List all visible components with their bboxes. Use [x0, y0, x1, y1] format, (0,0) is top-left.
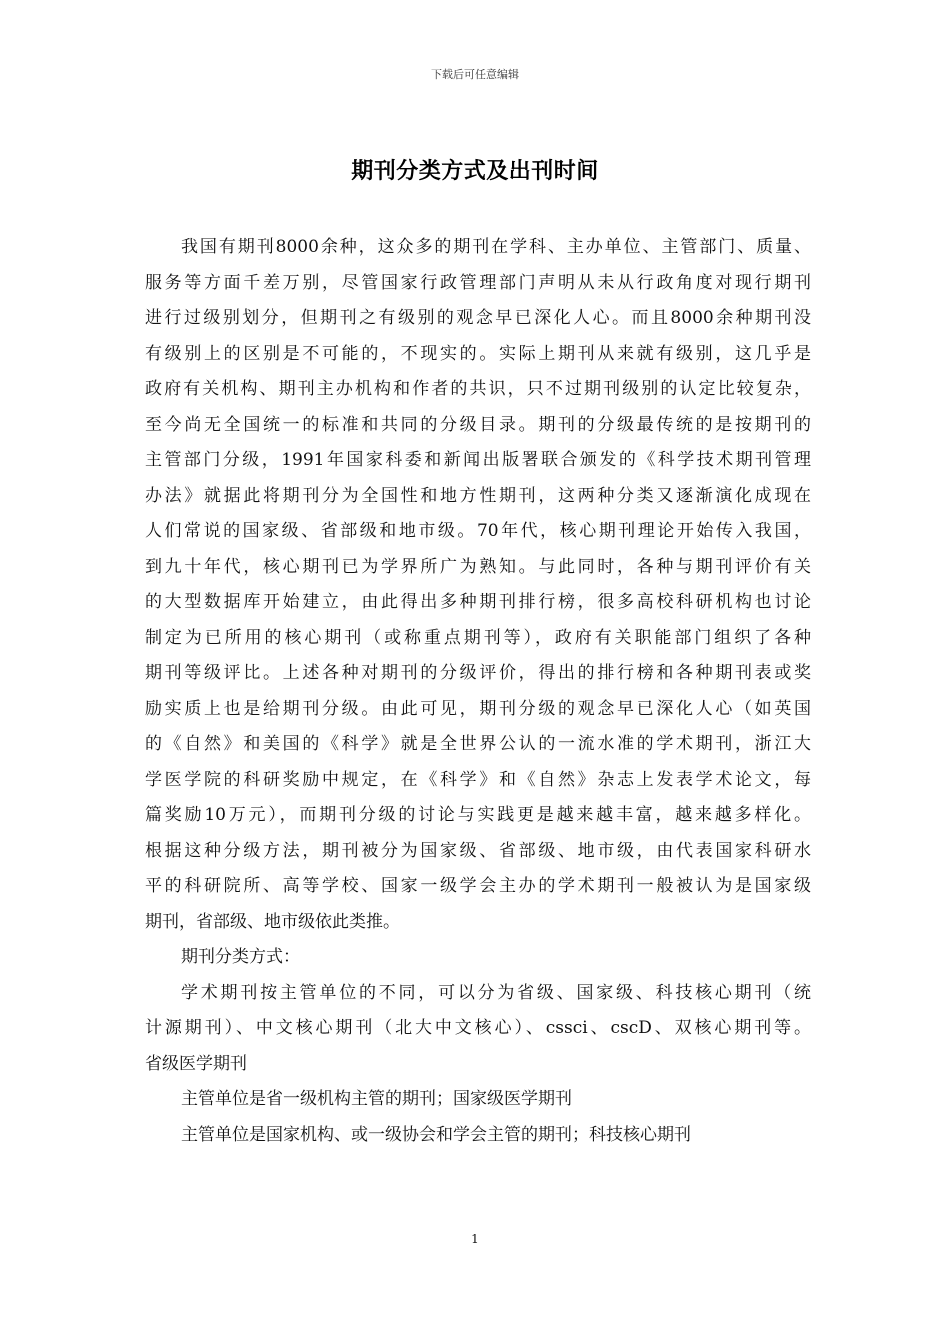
paragraph-line: 主管单位是国家机构、或一级协会和学会主管的期刊；科技核心期刊 [181, 1124, 691, 1145]
paragraph-line: 主管部门分级，1991年国家科委和新闻出版署联合颁发的《科学技术期刊管理 [145, 450, 811, 470]
paragraph-line: 期刊等级评比。上述各种对期刊的分级评价，得出的排行榜和各种期刊表或奖 [145, 663, 811, 683]
paragraph-line: 有级别上的区别是不可能的，不现实的。实际上期刊从来就有级别，这几乎是 [145, 343, 811, 364]
paragraph-line: 省级医学期刊 [145, 1053, 247, 1074]
paragraph-line: 人们常说的国家级、省部级和地市级。70年代，核心期刊理论开始传入我国， [145, 521, 811, 541]
page-number: 1 [471, 1232, 479, 1246]
page-header: 下载后可任意编辑 [431, 68, 519, 81]
section-label: 期刊分类方式： [181, 947, 300, 967]
paragraph-line: 政府有关机构、期刊主办机构和作者的共识，只不过期刊级别的认定比较复杂， [145, 379, 811, 399]
paragraph-line: 期刊，省部级、地市级依此类推。 [145, 911, 400, 932]
paragraph-line: 办法》就据此将期刊分为全国性和地方性期刊，这两种分类又逐渐演化成现在 [145, 485, 811, 506]
paragraph-line: 的大型数据库开始建立，由此得出多种期刊排行榜，很多高校科研机构也讨论 [145, 592, 811, 612]
paragraph-line: 平的科研院所、高等学校、国家一级学会主办的学术期刊一般被认为是国家级 [145, 876, 811, 896]
paragraph-line: 至今尚无全国统一的标准和共同的分级目录。期刊的分级最传统的是按期刊的 [145, 414, 811, 435]
paragraph-line: 学医学院的科研奖励中规定，在《科学》和《自然》杂志上发表学术论文，每 [145, 769, 811, 790]
paragraph-line: 服务等方面千差万别，尽管国家行政管理部门声明从未从行政角度对现行期刊 [145, 272, 811, 293]
paragraph-line: 到九十年代，核心期刊已为学界所广为熟知。与此同时，各种与期刊评价有关 [145, 556, 811, 577]
paragraph-line: 学术期刊按主管单位的不同，可以分为省级、国家级、科技核心期刊（统 [181, 982, 811, 1003]
paragraph-line: 计源期刊）、中文核心期刊（北大中文核心）、cssci、cscD、双核心期刊等。 [145, 1018, 811, 1038]
paragraph-line: 的《自然》和美国的《科学》就是全世界公认的一流水准的学术期刊，浙江大 [145, 734, 811, 754]
paragraph-line: 主管单位是省一级机构主管的期刊；国家级医学期刊 [181, 1089, 572, 1109]
paragraph-line: 励实质上也是给期刊分级。由此可见，期刊分级的观念早已深化人心（如英国 [145, 698, 811, 719]
paragraph-line: 根据这种分级方法，期刊被分为国家级、省部级、地市级，由代表国家科研水 [145, 840, 811, 861]
paragraph-line: 我国有期刊8000余种，这众多的期刊在学科、主办单位、主管部门、质量、 [181, 237, 811, 257]
paragraph-line: 进行过级别划分，但期刊之有级别的观念早已深化人心。而且8000余种期刊没 [145, 308, 811, 328]
paragraph-line: 篇奖励10万元），而期刊分级的讨论与实践更是越来越丰富，越来越多样化。 [145, 805, 811, 825]
document-body [145, 230, 811, 1153]
paragraph-line: 制定为已所用的核心期刊（或称重点期刊等），政府有关职能部门组织了各种 [145, 627, 811, 648]
document-title: 期刊分类方式及出刊时间 [351, 158, 599, 184]
